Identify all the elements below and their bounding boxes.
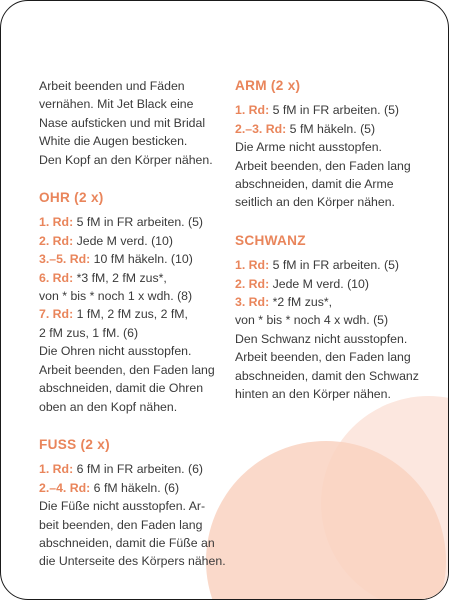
intro-paragraph (39, 77, 229, 169)
section-fuss (39, 436, 229, 571)
round-text: *3 fM, 2 fM zus*, (73, 270, 167, 285)
section-arm (235, 77, 435, 212)
note-line: Arbeit beenden, den Faden lang (235, 350, 411, 365)
section-title-schwanz: SCHWANZ (235, 232, 306, 248)
round-label: 3.–5. Rd: (39, 252, 91, 267)
round-line (235, 275, 435, 293)
round-text: 10 fM häkeln. (10) (90, 252, 193, 267)
round-label: 7. Rd: (39, 307, 74, 322)
round-text: Jede M verd. (10) (269, 276, 369, 291)
note-line: abschneiden, damit die Arme (235, 177, 394, 192)
round-label: 2. Rd: (39, 233, 74, 248)
round-label: 1. Rd: (235, 258, 270, 273)
round-text: Jede M verd. (10) (73, 233, 173, 248)
round-label: 1. Rd: (235, 103, 270, 118)
round-line (39, 269, 229, 287)
note-line: abschneiden, damit den Schwanz (235, 368, 419, 383)
right-column (235, 77, 435, 424)
note-line: beit beenden, den Faden lang (39, 517, 203, 532)
round-continuation: von * bis * noch 4 x wdh. (5) (235, 313, 389, 328)
round-line (39, 305, 229, 323)
round-label: 2.–3. Rd: (235, 121, 287, 136)
note-line: Arbeit beenden, den Faden lang (235, 158, 411, 173)
round-text: *2 fM zus*, (269, 295, 333, 310)
note-line: Den Schwanz nicht ausstopfen. (235, 331, 408, 346)
round-continuation: 2 fM zus, 1 fM. (6) (39, 325, 139, 340)
round-text: 6 fM häkeln. (6) (90, 480, 180, 495)
round-label: 1. Rd: (39, 215, 74, 230)
intro-line: vernähen. Mit Jet Black eine (39, 97, 194, 112)
round-line (39, 479, 229, 497)
section-title-arm: ARM (2 x) (235, 78, 301, 93)
note-line: Die Ohren nicht ausstopfen. (39, 344, 192, 359)
note-line: oben an den Kopf nähen. (39, 399, 178, 414)
intro-line: White die Augen besticken. (39, 134, 188, 149)
round-line (39, 232, 229, 250)
intro-line: Nase aufsticken und mit Bridal (39, 115, 206, 130)
note-line: seitlich an den Körper nähen. (235, 195, 395, 210)
round-label: 2.–4. Rd: (39, 480, 91, 495)
section-title-fuss: FUSS (2 x) (39, 436, 110, 452)
round-text: 5 fM häkeln. (5) (286, 121, 376, 136)
section-ohr (39, 189, 229, 416)
round-text: 6 fM in FR arbeiten. (6) (73, 462, 204, 477)
round-label: 1. Rd: (39, 462, 74, 477)
note-line: die Unterseite des Körpers nähen. (39, 554, 226, 569)
note-line: hinten an den Körper nähen. (235, 387, 391, 402)
round-text: 1 fM, 2 fM zus, 2 fM, (73, 307, 188, 322)
round-label: 2. Rd: (235, 276, 270, 291)
round-line (235, 101, 435, 119)
section-title-ohr: OHR (2 x) (39, 190, 104, 206)
round-line (39, 213, 229, 231)
round-line (39, 460, 229, 478)
note-line: Die Füße nicht ausstopfen. Ar- (39, 499, 206, 514)
intro-line: Den Kopf an den Körper nähen. (39, 152, 213, 167)
note-line: abschneiden, damit die Füße an (39, 535, 215, 550)
intro-line: Arbeit beenden und Fäden (39, 79, 185, 93)
round-line (235, 293, 435, 311)
left-column (39, 77, 229, 591)
note-line: Die Arme nicht ausstopfen. (235, 140, 382, 155)
round-line (39, 250, 229, 268)
round-text: 5 fM in FR arbeiten. (5) (269, 103, 400, 118)
round-text: 5 fM in FR arbeiten. (5) (73, 215, 204, 230)
round-text: 5 fM in FR arbeiten. (5) (269, 258, 400, 273)
note-line: abschneiden, damit die Ohren (39, 381, 204, 396)
round-label: 3. Rd: (235, 295, 270, 310)
round-line (235, 120, 435, 138)
section-schwanz (235, 232, 435, 404)
note-line: Arbeit beenden, den Faden lang (39, 362, 215, 377)
round-continuation: von * bis * noch 1 x wdh. (8) (39, 289, 193, 304)
round-line (235, 256, 435, 274)
round-label: 6. Rd: (39, 270, 74, 285)
